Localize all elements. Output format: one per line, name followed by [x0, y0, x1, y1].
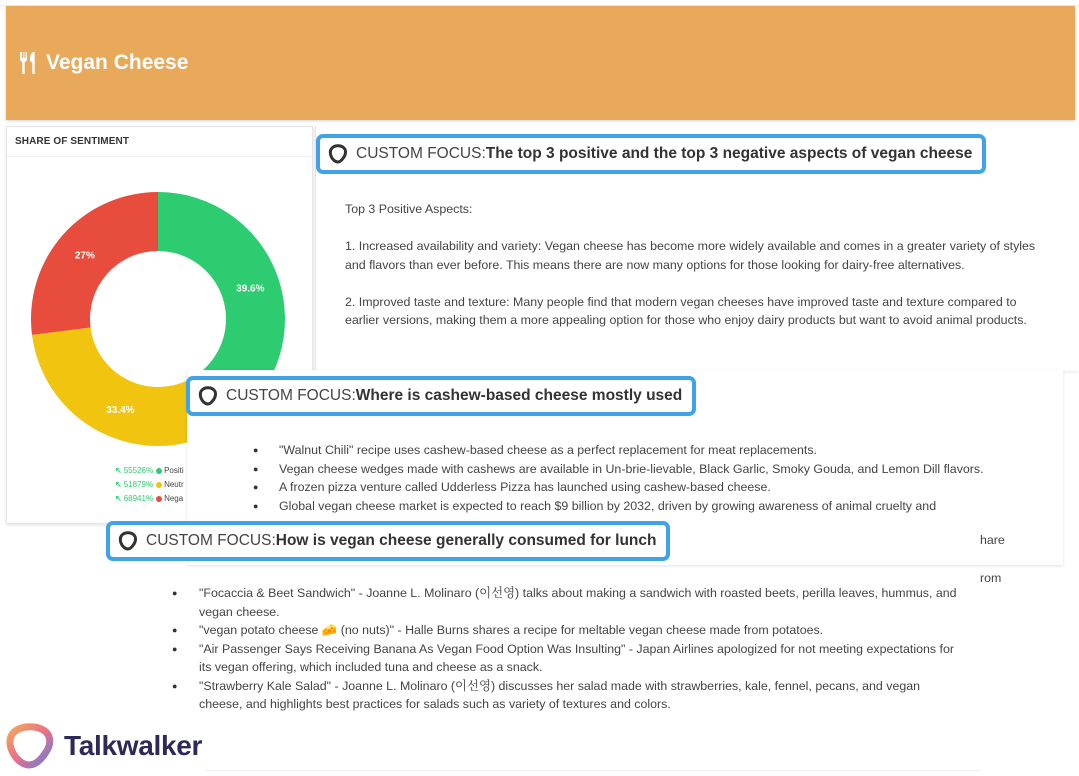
focus-answer-text	[345, 200, 1045, 348]
focus-question: Where is cashew-based cheese mostly used	[355, 387, 683, 404]
talkwalker-icon	[198, 386, 218, 406]
custom-focus-tag-lunch	[106, 521, 670, 561]
brand-logo	[6, 722, 202, 770]
legend-dot	[156, 468, 162, 474]
custom-focus-tag-cashew	[186, 376, 696, 416]
focus-answer-list	[187, 441, 1047, 515]
list-item: ● "vegan potato cheese 🧀 (no nuts)" - Halle Burns shares a recipe for meltable vegan cheese made from potatoes.	[100, 621, 960, 640]
answer-heading: Top 3 Positive Aspects:	[345, 202, 473, 216]
legend-item[interactable]	[115, 464, 184, 478]
talkwalker-icon	[118, 531, 138, 551]
custom-focus-tag-aspects	[316, 134, 986, 174]
focus-prefix: CUSTOM FOCUS:	[146, 532, 276, 549]
divider	[205, 770, 980, 771]
brand-name: Talkwalker	[64, 730, 203, 761]
slice-label: 27%	[74, 250, 95, 262]
list-item: ● "Strawberry Kale Salad" - Joanne L. Molinaro (이선영) discusses her salad made with strawberries, kale, fennel, pecans, and vegan cheese, and highlights best practices for salads such as variety of textures and colors.	[100, 677, 960, 714]
page-title: Vegan Cheese	[46, 51, 189, 74]
legend-item[interactable]	[115, 492, 184, 506]
chart-legend	[115, 464, 184, 506]
fork-knife-icon	[18, 51, 38, 75]
legend-label: Positi	[164, 466, 184, 475]
legend-dot	[156, 482, 162, 488]
focus-question: How is vegan cheese generally consumed for lunch	[275, 532, 657, 549]
overflow-text: rom	[980, 571, 1002, 585]
list-item: ● A frozen pizza venture called Udderless Pizza has launched using cashew-based cheese.	[187, 478, 1047, 497]
dashboard-header	[6, 6, 1075, 120]
focus-answer-list	[100, 584, 960, 714]
legend-change: 55526%	[123, 466, 154, 475]
talkwalker-logo-icon	[6, 722, 54, 770]
list-item: ● Vegan cheese wedges made with cashews are available in Un-brie-lievable, Black Garlic, Smoky Gouda, and Lemon Dill flavors.	[187, 460, 1047, 479]
trend-arrow-icon: ↖	[115, 466, 122, 475]
slice-label: 33.4%	[106, 404, 135, 416]
answer-paragraph: 2. Improved taste and texture: Many people find that modern vegan cheeses have improved taste and texture compared to earlier versions, making them a more appealing option for those who enjoy dairy products but want to avoid animal products.	[345, 294, 1027, 327]
widget-title: SHARE OF SENTIMENT	[7, 127, 312, 157]
list-item: ● Global vegan cheese market is expected to reach $9 billion by 2032, driven by growing awareness of animal cruelty and	[187, 497, 1047, 516]
slice-label: 39.6%	[236, 283, 265, 295]
legend-dot	[156, 496, 162, 502]
focus-prefix: CUSTOM FOCUS:	[356, 145, 486, 162]
answer-paragraph: 1. Increased availability and variety: Vegan cheese has become more widely available and comes in a greater variety of styles and flavors than ever before. This means there are now many options for those looking for dairy-free alternatives.	[345, 239, 1036, 272]
trend-arrow-icon: ↖	[115, 494, 122, 503]
list-item: ● "Air Passenger Says Receiving Banana As Vegan Food Option Was Insulting" - Japan Airlines apologized for not meeting expectations for its vegan offering, which included tuna and cheese as a snack.	[100, 640, 960, 677]
donut-slice-negative[interactable]	[31, 192, 158, 335]
talkwalker-icon	[328, 144, 348, 164]
legend-item[interactable]	[115, 478, 184, 492]
trend-arrow-icon: ↖	[115, 480, 122, 489]
overflow-text: hare	[980, 533, 1005, 547]
legend-label: Nega	[164, 494, 184, 503]
list-item: ● "Walnut Chili" recipe uses cashew-based cheese as a perfect replacement for meat replacements.	[187, 441, 1047, 460]
legend-change: 51879%	[123, 480, 154, 489]
legend-change: 68941%	[123, 494, 154, 503]
focus-prefix: CUSTOM FOCUS:	[226, 387, 356, 404]
list-item: ● "Focaccia & Beet Sandwich" - Joanne L. Molinaro (이선영) talks about making a sandwich with roasted beets, perilla leaves, hummus, and vegan cheese.	[100, 584, 960, 621]
legend-label: Neutr	[164, 480, 184, 489]
focus-question: The top 3 positive and the top 3 negative aspects of vegan cheese	[485, 145, 973, 162]
